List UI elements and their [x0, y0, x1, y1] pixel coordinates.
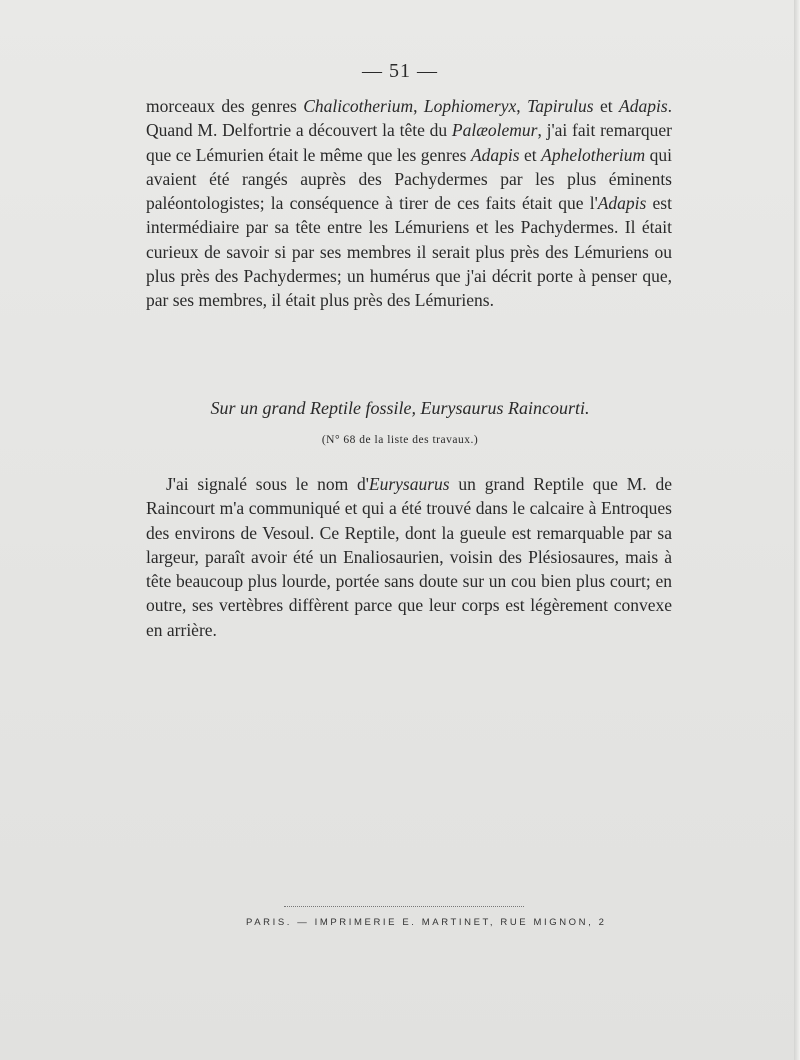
- page-number: — 51 —: [362, 60, 438, 82]
- genus-name: Lophiomeryx: [423, 96, 517, 116]
- text-run: . Quand M. Delfortrie a découvert la tête du: [146, 96, 673, 141]
- text-run: et: [519, 144, 542, 165]
- section-reference: (N° 68 de la liste des travaux.): [321, 434, 479, 446]
- text-run: est intermédiaire par sa tête entre les Lémuriens et les Pachydermes. Il était curieux de savoir si par ses membres il serait plus près des Lémuriens ou plus près des Pachydermes; un humérus que j'ai décrit porte à penser que, par ses membres, il était plus près des Lémuriens.: [146, 193, 672, 311]
- genus-name: Chalicotherium: [303, 96, 414, 116]
- section-title-end: .: [585, 398, 590, 418]
- text-run: J'ai signalé sous le nom d': [166, 474, 369, 494]
- text-run: , j'ai fait remarquer que ce Lémurien était le même que les genres: [146, 120, 672, 165]
- text-run: et: [593, 96, 620, 116]
- footer-rule: [284, 906, 524, 907]
- genus-name: Adapis: [470, 144, 520, 165]
- paragraph-2: [146, 472, 672, 642]
- text-run: un grand Reptile que M. de Raincourt m'a communiqué et qui a été trouvé dans le calcaire à Entroques des environs de Vesoul. Ce Reptile, dont la gueule est remarquable par sa largeur, paraît avoir été un Enaliosaurien, voisin des Plésiosaures, mais à tête beaucoup plus lourde, portée sans doute sur un cou bien plus court; en outre, ses vertèbres diffèrent parce que leur corps est légèrement convexe en arrière.: [146, 474, 672, 640]
- genus-name: Adapis: [597, 193, 647, 214]
- page-edge: [794, 0, 800, 1060]
- text-run: qui avaient été rangés auprès des Pachydermes par les plus éminents paléontologistes; la conséquence à tirer de ces faits était que l': [146, 144, 672, 214]
- section-title: [0, 398, 800, 419]
- section-title-lead: Sur un grand Reptile fossile,: [210, 398, 421, 418]
- text-run: ,: [413, 96, 424, 116]
- text-run: morceaux des genres: [146, 96, 304, 116]
- text-run: ,: [516, 96, 528, 116]
- paragraph-1: [146, 94, 672, 313]
- genus-name: Eurysaurus: [368, 474, 450, 494]
- printer-imprint: PARIS. — IMPRIMERIE E. MARTINET, RUE MIGNON, 2: [246, 917, 607, 928]
- genus-name: Aphelotherium: [541, 144, 646, 165]
- genus-name: Adapis: [619, 96, 668, 116]
- genus-name: Palæolemur: [451, 120, 538, 141]
- genus-name: Tapirulus: [527, 96, 594, 116]
- species-name: Eurysaurus Raincourti: [420, 398, 585, 418]
